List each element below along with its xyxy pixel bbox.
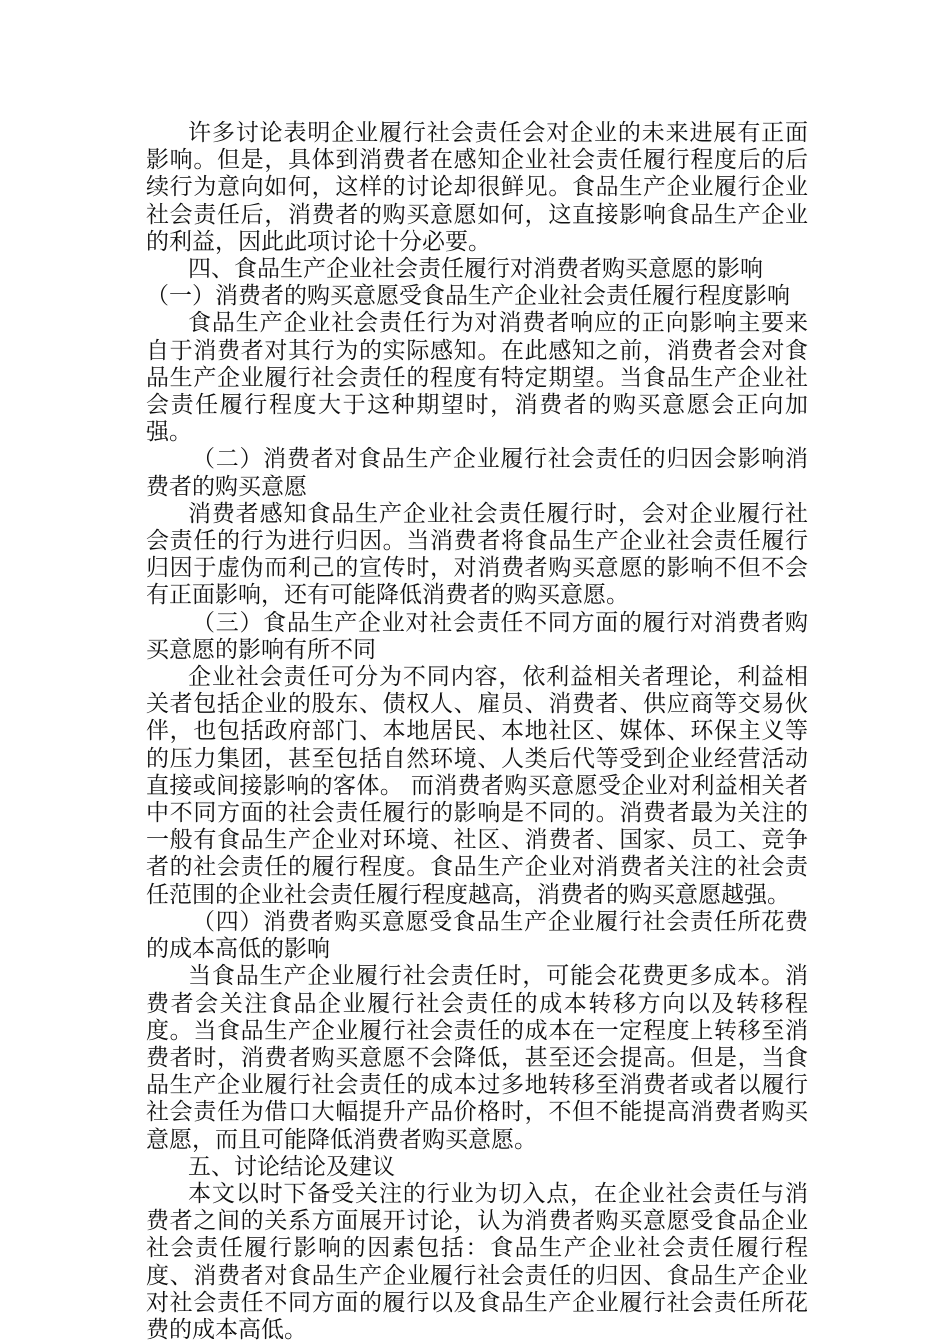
paragraph-intro: 许多讨论表明企业履行社会责任会对企业的未来进展有正面影响。但是，具体到消费者在感知企业社会责任履行程度后的后续行为意向如何，这样的讨论却很鲜见。食品生产企业履行企业社会责任后，消费者的购买意愿如何，这直接影响食品生产企业的利益，因此此项讨论十分必要。 <box>146 120 808 255</box>
paragraph-4-4: 当食品生产企业履行社会责任时，可能会花费更多成本。消费者会关注食品企业履行社会责任的成本转移方向以及转移程度。当食品生产企业履行社会责任的成本在一定程度上转移至消费者时，消费者购买意愿不会降低，甚至还会提高。但是，当食品生产企业履行社会责任的成本过多地转移至消费者或者以履行社会责任为借口大幅提升产品价格时，不但不能提高消费者购买意愿，而且可能降低消费者购买意愿。 <box>146 963 808 1153</box>
subheading-4-2: （二）消费者对食品生产企业履行社会责任的归因会影响消费者的购买意愿 <box>146 446 808 500</box>
paragraph-4-3: 企业社会责任可分为不同内容，依利益相关者理论，利益相关者包括企业的股东、债权人、雇员、消费者、供应商等交易伙伴，也包括政府部门、本地居民、本地社区、媒体、环保主义等的压力集团，甚至包括自然环境、人类后代等受到企业经营活动直接或间接影响的客体。 而消费者购买意愿受企业对利益相关者中不同方面的社会责任履行的影响是不同的。消费者最为关注的一般有食品生产企业对环境、社区、消费者、国家、员工、竞争者的社会责任的履行程度。食品生产企业对消费者关注的社会责任范围的企业社会责任履行程度越高，消费者的购买意愿越强。 <box>146 664 808 908</box>
subheading-4-1: （一）消费者的购买意愿受食品生产企业社会责任履行程度影响 <box>146 283 790 310</box>
paragraph-5: 本文以时下备受关注的行业为切入点，在企业社会责任与消费者之间的关系方面展开讨论，认为消费者购买意愿受食品企业社会责任履行影响的因素包括：食品生产企业社会责任履行程度、消费者对食品生产企业履行社会责任的归因、食品生产企业对社会责任不同方面的履行以及食品生产企业履行社会责任所花费的成本高低。 <box>146 1180 808 1343</box>
document-body <box>146 120 808 1344</box>
subheading-4-4: （四）消费者购买意愿受食品生产企业履行社会责任所花费的成本高低的影响 <box>146 908 808 963</box>
paragraph-4-1: 食品生产企业社会责任行为对消费者响应的正向影响主要来自于消费者对其行为的实际感知。在此感知之前，消费者会对食品生产企业履行社会责任的程度有特定期望。当食品生产企业社会责任履行程度大于这种期望时，消费者的购买意愿会正向加强。 <box>146 310 808 446</box>
paragraph-4-2: 消费者感知食品生产企业社会责任履行时，会对企业履行社会责任的行为进行归因。当消费者将食品生产企业社会责任履行归因于虚伪而利己的宣传时，对消费者购买意愿的影响不但不会有正面影响，还有可能降低消费者的购买意愿。 <box>146 500 808 609</box>
subheading-4-3: （三）食品生产企业对社会责任不同方面的履行对消费者购买意愿的影响有所不同 <box>146 609 808 663</box>
section-heading-4: 四、食品生产企业社会责任履行对消费者购买意愿的影响 <box>188 256 763 283</box>
section-heading-5: 五、讨论结论及建议 <box>188 1153 395 1180</box>
